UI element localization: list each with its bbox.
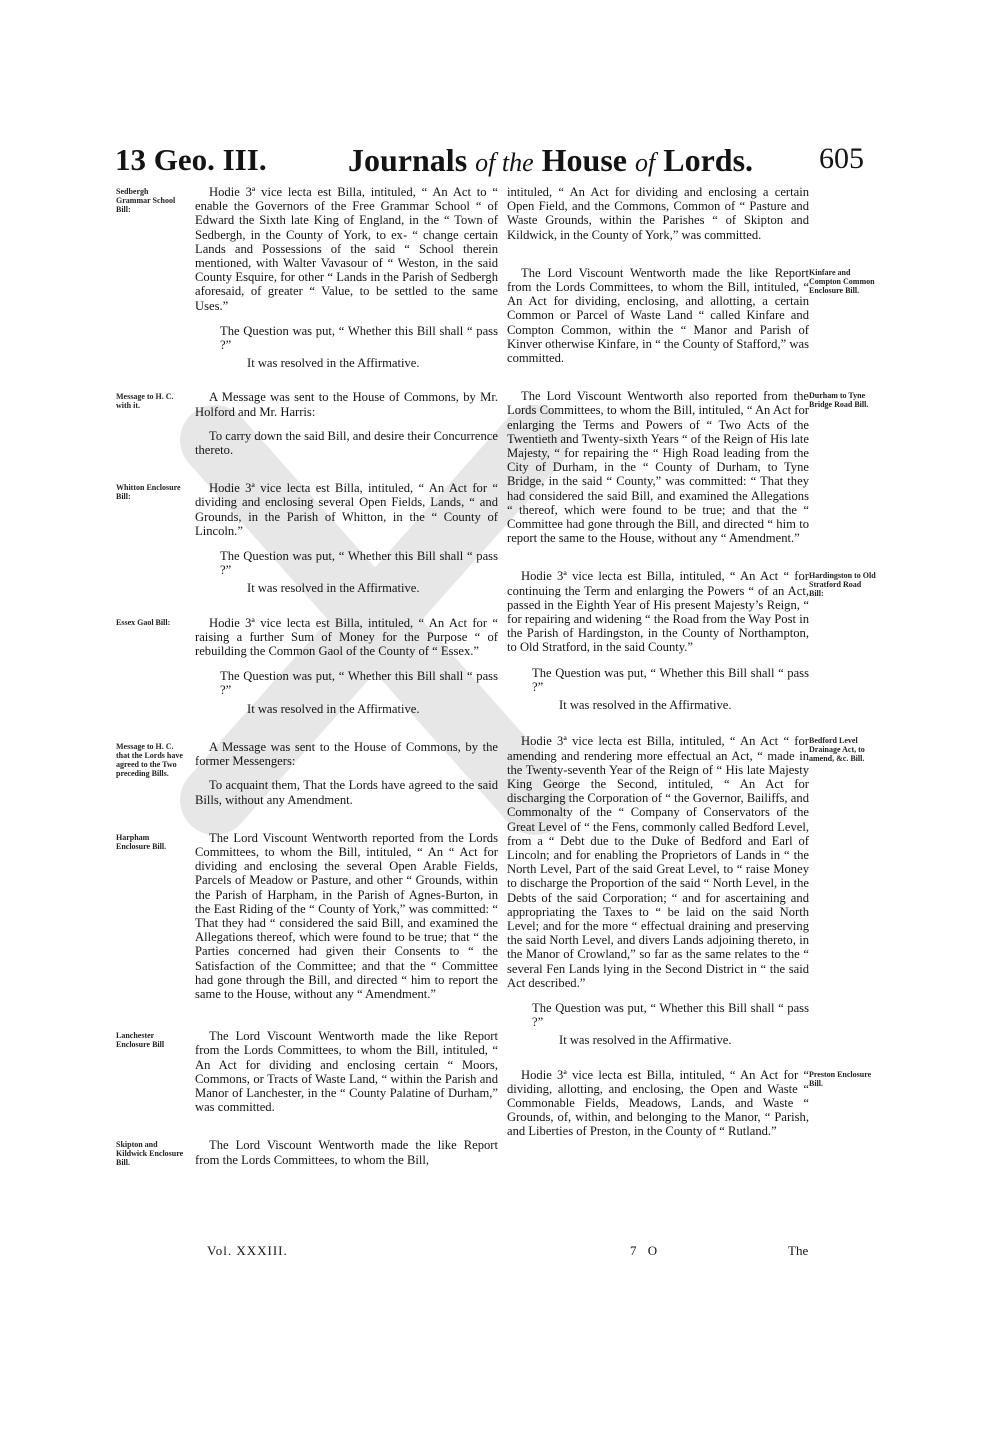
entry-harpham <box>116 830 498 1001</box>
entry-text: intituled, “ An Act for dividing and enclosing a certain Open Field, and the Commons, Common of “ Pasture and Waste Grounds, within the Parishes “ of Skipton and Kildwick, in the County of York,” was committed. <box>507 185 809 242</box>
entry-text: Hodie 3ª vice lecta est Billa, intituled, “ An Act for “ dividing, allotting, and enclosing, the Open and Waste “ Commonable Fields, Meadows, Lands, and Waste “ Grounds, of, within, and belonging to the Manor, “ Parish, and Liberties of Preston, in the County of “ Rutland.” <box>507 1067 809 1139</box>
margin-note: Essex Gaol Bill: <box>116 617 171 627</box>
catchword: The <box>788 1243 809 1258</box>
entry-durham <box>507 389 869 546</box>
margin-note: Hardingston to Old Stratford Road Bill: <box>809 571 876 599</box>
entry-whitton <box>116 481 498 596</box>
margin-note: Message to H. C. with it. <box>116 392 174 411</box>
running-header <box>0 142 992 182</box>
margin-note: Preston Enclosure Bill. <box>809 1069 872 1088</box>
question-text: The Question was put, “ Whether this Bill shall “ pass ?” <box>532 665 809 694</box>
journal-title <box>348 142 753 179</box>
entry-text: Hodie 3ª vice lecta est Billa, intituled, “ An Act “ for continuing the Term and enlarging the Powers “ of an Act, passed in the Eighth Year of His present Majesty’s Reign, “ for repairing and widening “ the Road from the Way Post in the Parish of Hardingston, in the County of Northampton, to Old Stratford, in the said County.” <box>507 569 809 655</box>
left-column <box>116 185 498 1168</box>
title-part-4: of <box>634 148 656 177</box>
question-text: The Question was put, “ Whether this Bill shall “ pass ?” <box>220 323 498 353</box>
entry-text-2: To carry down the said Bill, and desire their Concurrence thereto. <box>195 428 498 458</box>
entry-text: The Lord Viscount Wentworth made the like Report from the Lords Committees, to whom the Bill, intituled, “ An Act for dividing and enclosing certain “ Moors, Commons, or Tracts of Waste Land, “ within the Parish and Manor of Lanchester, in the “ County Palatine of Durham,” was committed. <box>195 1029 498 1115</box>
entry-sedbergh <box>116 185 498 371</box>
title-part-3: House <box>541 142 627 178</box>
margin-note: Lanchester Enclosure Bill <box>116 1031 165 1050</box>
margin-note: Whitton Enclosure Bill: <box>116 483 181 502</box>
question-text: The Question was put, “ Whether this Bill shall “ pass ?” <box>220 669 498 698</box>
page-number: 605 <box>819 142 864 175</box>
question-text: The Question was put, “ Whether this Bill shall “ pass ?” <box>532 1000 809 1030</box>
entry-text: The Lord Viscount Wentworth also reported from the Lords Committees, to whom the Bill, intituled, “ An Act for enlarging the Terms and Powers of “ Two Acts of the Twentieth and Twenty-sixth Years “ of the Reign of His late Majesty, “ for repairing the “ High Road leading from the City of Durham, in the “ County of Durham, to Tyne Bridge, in the said “ County,” was committed: “ That they had considered the said Bill, and examined the Allegations “ thereof, which were found to be true; and that the “ Committee had gone through the Bill, and directed “ him to report the same to the House, without any “ Amendment.” <box>507 389 809 546</box>
title-part-5: Lords. <box>663 142 754 178</box>
entry-kinfare <box>507 265 875 366</box>
entry-hardingston <box>507 569 876 713</box>
entry-skipton-continued <box>507 185 809 242</box>
result-text: It was resolved in the Affirmative. <box>559 698 732 713</box>
entry-text: A Message was sent to the House of Commons, by Mr. Holford and Mr. Harris: <box>195 390 498 419</box>
entry-skipton <box>116 1138 498 1168</box>
result-text: It was resolved in the Affirmative. <box>247 581 420 596</box>
entry-text: The Lord Viscount Wentworth made the like Report from the Lords Committees, to whom the Bill, intituled, “ An Act for dividing, enclosing, and allotting, a certain Common or Parcel of Waste Land “ called Kinfare and Compton Common, within the “ Manor and Parish of Kinver otherwise Kinfare, in “ the County of Stafford,” was committed. <box>507 265 809 366</box>
entry-text: The Lord Viscount Wentworth reported from the Lords Committees, to whom the Bill, intituled, “ An “ Act for dividing and enclosing the several Open Arable Fields, Parcels of Meadow or Pasture, and other “ Grounds, within the Parish of Harpham, in the Parish of Agnes-Burton, in the East Riding of the “ County of York,” was committed: “ That they had “ considered the said Bill, and examined the Allegations thereof, which were found to be true; that “ the Parties concerned had given their Consents to “ the Satisfaction of the Committee; and that the “ Committee had gone through the Bill, and directed “ him to report the same to the House, without any “ Amendment.” <box>195 830 498 1001</box>
entry-bedford-level <box>507 734 865 1048</box>
title-part-1: Journals <box>348 142 468 178</box>
margin-note: Sedbergh Grammar School Bill: <box>116 187 176 214</box>
margin-note: Bedford Level Drainage Act, to amend, &c. Bill. <box>809 736 865 764</box>
margin-note: Kinfare and Compton Common Enclosure Bill. <box>809 267 875 295</box>
entry-text-2: To acquaint them, That the Lords have agreed to the said Bills, without any Amendment. <box>195 778 498 807</box>
margin-note: Skipton and Kildwick Enclosure Bill. <box>116 1140 184 1168</box>
result-text: It was resolved in the Affirmative. <box>247 356 420 371</box>
margin-note: Message to H. C. that the Lords have agreed to the Two preceding Bills. <box>116 741 183 778</box>
entry-text: Hodie 3ª vice lecta est Billa, intituled, “ An Act to “ enable the Governors of the Free Grammar School “ of Edward the Sixth late King of England, in the “ Town of Sedbergh, in the County of York, to ex- “ change certain Lands and Possessions of the said “ School therein mentioned, with Walter Vavasour of “ Weston, in the said County Esquire, for other “ Lands in the Parish of Sedbergh aforesaid, of greater “ Value, to be settled to the same Uses.” <box>195 185 498 313</box>
question-text: The Question was put, “ Whether this Bill shall “ pass ?” <box>220 549 498 578</box>
margin-note: Harpham Enclosure Bill. <box>116 832 167 851</box>
entry-preston <box>507 1067 872 1139</box>
entry-message-hc <box>116 390 498 458</box>
entry-message-agreed <box>116 739 498 807</box>
entry-text: A Message was sent to the House of Commons, by the former Messengers: <box>195 739 498 769</box>
right-column <box>507 185 876 1139</box>
result-text: It was resolved in the Affirmative. <box>559 1033 732 1048</box>
entry-text: The Lord Viscount Wentworth made the like Report from the Lords Committees, to whom the Bill, <box>195 1138 498 1167</box>
signature-mark: 7 O <box>630 1243 662 1258</box>
margin-note: Durham to Tyne Bridge Road Bill. <box>809 391 869 410</box>
volume-footer: Vol. XXXIII. <box>207 1243 288 1258</box>
entry-text: Hodie 3ª vice lecta est Billa, intituled, “ An Act “ for amending and rendering more effectual an Act, “ made in the Twenty-seventh Year of the Reign of “ His late Majesty King George the Second, intituled, “ An Act for discharging the Corporation of “ the Governor, Bailiffs, and Commonalty of the “ Company of Conservators of the Great Level of “ the Fens, commonly called Bedford Level, from a “ Debt due to the Duke of Bedford and Earl of Lincoln; and for enabling the Proprietors of Lands in “ the North Level, Part of the said Great Level, to “ raise Money to discharge the Proportion of the said “ North Level, in the Debts of the said Corporation; “ and for ascertaining and appropriating the Taxes to “ be laid on the said North Level; and for the more “ effectual draining and preserving the said North Level, and divers Lands adjoining thereto, in the Manor of Crowland,” so far as the same relates to the “ several Fen Lands lying in the Second District in “ the said Act described.” <box>507 734 809 990</box>
result-text: It was resolved in the Affirmative. <box>247 701 420 716</box>
entry-lanchester <box>116 1029 498 1115</box>
title-part-2: of the <box>475 148 534 177</box>
regnal-year: 13 Geo. III. <box>115 142 267 177</box>
entry-essex-gaol <box>116 615 498 716</box>
entry-text: Hodie 3ª vice lecta est Billa, intituled, “ An Act for “ dividing and enclosing several Open Fields, Lands, “ and Grounds, in the Parish of Whitton, in the “ County of Lincoln.” <box>195 481 498 538</box>
entry-text: Hodie 3ª vice lecta est Billa, intituled, “ An Act for “ raising a further Sum of Money for the Purpose “ of rebuilding the Common Gaol of the County of “ Essex.” <box>195 615 498 659</box>
